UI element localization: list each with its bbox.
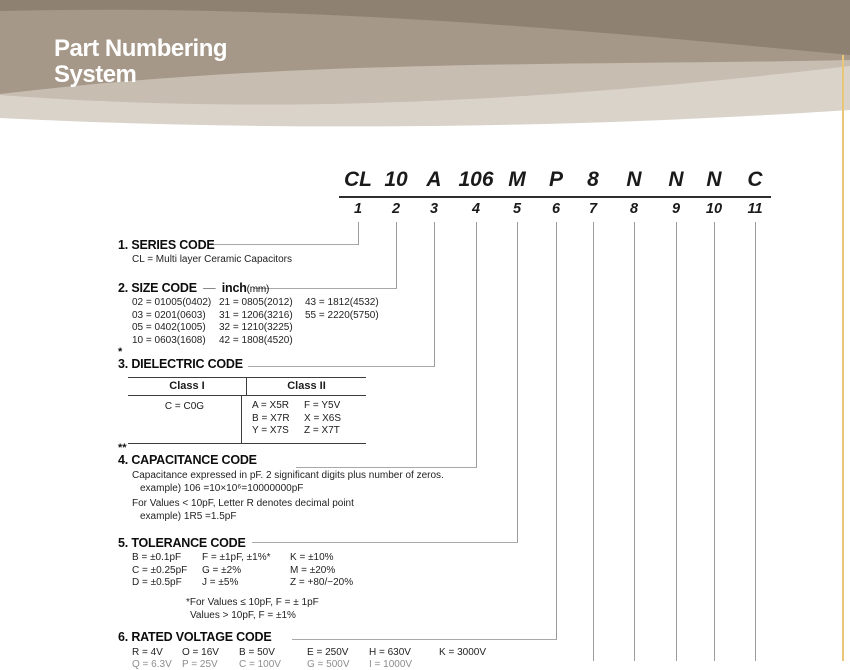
size-code-unit: (mm)	[246, 284, 270, 295]
tolerance-code-number: 5.	[118, 536, 129, 550]
tolerance-cell: G = ±2%	[202, 564, 242, 576]
pn-code-9: N	[668, 168, 684, 191]
class2-cell: Y = X7S	[252, 425, 289, 436]
size-cell: 42 = 1808(4520)	[219, 334, 293, 346]
pn-pos-10: 10	[705, 201, 723, 217]
tolerance-grid	[132, 552, 353, 590]
vline-pos-7	[593, 222, 594, 661]
pn-code-10: N	[706, 168, 722, 191]
class1-header: Class I	[169, 380, 205, 392]
pn-code-8: N	[626, 168, 642, 191]
part-number-underline	[339, 196, 771, 198]
page-title-line2: System	[54, 61, 137, 88]
class2-cell: Z = X7T	[304, 425, 340, 436]
size-code-row	[132, 335, 379, 348]
vline-pos-11	[755, 222, 756, 661]
class2-values	[241, 396, 366, 443]
tolerance-row	[132, 552, 353, 565]
capacitance-example: example) 106 =10×10⁶=10000000pF	[140, 482, 304, 494]
tolerance-cell: M = ±20%	[290, 564, 336, 576]
voltage-cell-partial: G = 500V	[307, 659, 350, 670]
section-size-code	[118, 281, 379, 347]
voltage-cell-partial: Q = 6.3V	[132, 659, 172, 670]
vline-pos-3	[434, 222, 435, 367]
pn-code-5: M	[508, 168, 526, 191]
rated-voltage-row	[132, 647, 486, 658]
pn-pos-5: 5	[512, 201, 522, 217]
voltage-cell: B = 50V	[239, 647, 275, 658]
pn-code-3: A	[426, 168, 442, 191]
class1-value: C = C0G	[164, 401, 205, 412]
series-code-number: 1.	[118, 238, 129, 252]
size-code-number: 2.	[118, 281, 129, 295]
tolerance-cell: C = ±0.25pF	[132, 564, 188, 576]
tolerance-footnote: *For Values ≤ 10pF, F = ± 1pF	[186, 596, 319, 608]
rated-voltage-title: RATED VOLTAGE CODE	[131, 630, 272, 644]
vline-pos-4	[476, 222, 477, 468]
voltage-cell: H = 630V	[369, 647, 411, 658]
page-title-line1: Part Numbering	[54, 35, 228, 62]
class2-row	[252, 400, 366, 413]
pn-pos-8: 8	[629, 201, 639, 217]
tolerance-cell: K = ±10%	[290, 552, 334, 563]
voltage-cell: K = 3000V	[439, 647, 486, 658]
size-code-dash: —	[203, 281, 216, 295]
vline-pos-6	[556, 222, 557, 640]
dielectric-table-header	[128, 378, 366, 396]
class2-row	[252, 425, 366, 438]
dielectric-code-heading	[118, 357, 366, 371]
size-cell: 02 = 01005(0402)	[132, 297, 212, 308]
tolerance-code-heading	[118, 536, 353, 550]
voltage-cell: R = 4V	[132, 647, 163, 658]
dielectric-code-number: 3.	[118, 357, 129, 371]
section-tolerance-code	[118, 536, 353, 622]
dielectric-table-body	[128, 396, 366, 443]
class2-row	[252, 413, 366, 426]
voltage-cell-partial: I = 1000V	[369, 659, 413, 670]
size-cell: 55 = 2220(5750)	[305, 309, 379, 321]
capacitance-line: Capacitance expressed in pF. 2 significant digits plus number of zeros.	[132, 470, 444, 481]
capacitance-description	[118, 470, 444, 523]
section-series-code	[118, 238, 292, 265]
pn-pos-6: 6	[551, 201, 561, 217]
capacitance-code-heading	[118, 453, 444, 467]
tolerance-code-title: TOLERANCE CODE	[131, 536, 246, 550]
pn-code-6: P	[548, 168, 563, 191]
size-code-grid	[132, 297, 379, 347]
series-code-heading	[118, 238, 292, 252]
class2-header: Class II	[246, 378, 366, 395]
size-code-title: SIZE CODE	[131, 281, 197, 295]
right-border-rule	[842, 55, 844, 661]
size-cell: 31 = 1206(3216)	[219, 309, 293, 321]
vline-pos-5	[517, 222, 518, 543]
vline-pos-2	[396, 222, 397, 289]
tolerance-row	[132, 565, 353, 578]
vline-pos-8	[634, 222, 635, 661]
capacitance-footnote-mark: **	[118, 442, 127, 454]
pn-pos-9: 9	[671, 201, 681, 217]
pn-code-2: 10	[384, 168, 408, 191]
page-banner	[0, 0, 850, 128]
dielectric-code-title: DIELECTRIC CODE	[131, 357, 243, 371]
tolerance-footnote: Values > 10pF, F = ±1%	[190, 609, 296, 621]
pn-pos-4: 4	[471, 201, 481, 217]
size-code-subtitle: inch	[221, 281, 247, 295]
size-cell: 10 = 0603(1608)	[132, 334, 206, 346]
dielectric-footnote-mark: *	[118, 346, 123, 358]
tolerance-cell: Z = +80/−20%	[290, 577, 354, 588]
pn-code-11: C	[747, 168, 763, 191]
capacitance-line: For Values < 10pF, Letter R denotes decimal point	[132, 498, 354, 509]
tolerance-cell: F = ±1pF, ±1%*	[202, 552, 271, 563]
section-capacitance-code	[118, 444, 444, 523]
size-cell: 03 = 0201(0603)	[132, 309, 206, 321]
capacitance-code-title: CAPACITANCE CODE	[131, 453, 257, 467]
size-cell: 43 = 1812(4532)	[305, 297, 379, 308]
tolerance-cell: D = ±0.5pF	[132, 577, 182, 588]
size-code-heading	[118, 281, 379, 295]
pn-code-4: 106	[458, 168, 494, 191]
vline-pos-1	[358, 222, 359, 245]
pn-pos-1: 1	[353, 201, 363, 217]
pn-code-7: 8	[587, 168, 599, 191]
class2-cell: B = X7R	[252, 412, 290, 424]
size-code-row	[132, 310, 379, 323]
page-title	[54, 36, 227, 88]
voltage-cell: E = 250V	[307, 647, 349, 658]
size-code-row	[132, 297, 379, 310]
rated-voltage-number: 6.	[118, 630, 129, 644]
pn-code-1: CL	[344, 168, 372, 191]
class2-cell: A = X5R	[252, 400, 289, 411]
tolerance-cell: B = ±0.1pF	[132, 552, 182, 563]
pn-pos-11: 11	[747, 201, 763, 217]
class2-cell: F = Y5V	[304, 400, 341, 411]
pn-pos-2: 2	[391, 201, 401, 217]
series-code-note: CL = Multi layer Ceramic Capacitors	[132, 254, 292, 265]
section-rated-voltage-code	[118, 630, 486, 670]
pn-pos-7: 7	[588, 201, 598, 217]
size-cell: 05 = 0402(1005)	[132, 322, 206, 333]
vline-pos-9	[676, 222, 677, 661]
capacitance-code-number: 4.	[118, 453, 129, 467]
voltage-cell: O = 16V	[182, 647, 219, 658]
series-code-title: SERIES CODE	[131, 238, 215, 252]
voltage-cell-partial: P = 25V	[182, 659, 218, 670]
section-dielectric-code	[118, 348, 366, 444]
voltage-cell-partial: C = 100V	[239, 659, 281, 670]
size-cell: 21 = 0805(2012)	[219, 297, 293, 308]
size-code-row	[132, 322, 379, 335]
class2-cell: X = X6S	[304, 412, 341, 424]
dielectric-table	[128, 377, 366, 444]
tolerance-cell: J = ±5%	[202, 577, 239, 588]
size-cell: 32 = 1210(3225)	[219, 322, 293, 333]
pn-pos-3: 3	[429, 201, 439, 217]
rated-voltage-heading	[118, 630, 486, 644]
vline-pos-10	[714, 222, 715, 661]
capacitance-example: example) 1R5 =1.5pF	[140, 510, 237, 522]
tolerance-footnotes	[186, 596, 353, 622]
tolerance-row	[132, 577, 353, 590]
